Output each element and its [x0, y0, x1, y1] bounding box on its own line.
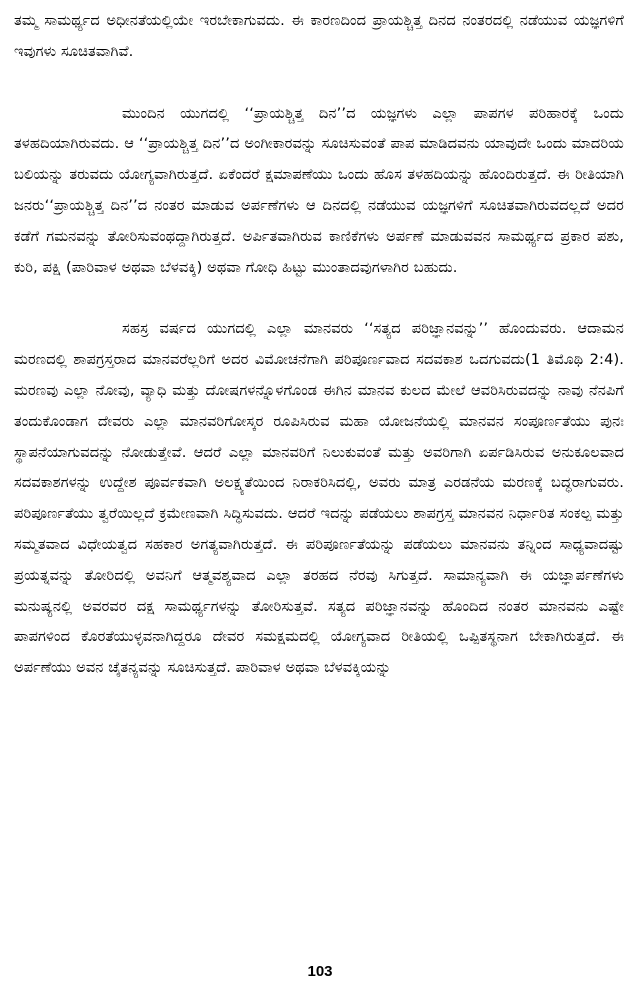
paragraph-spacer [14, 68, 624, 99]
paragraph-atonement-day: ಮುಂದಿನ ಯುಗದಲ್ಲಿ ‘‘ಪ್ರಾಯಶ್ಚಿತ್ತ ದಿನ’’ದ ಯಜ್ಞಗಳು ಎಲ್ಲಾ ಪಾಪಗಳ ಪರಿಹಾರಕ್ಕೆ ಒಂದು ತಳಹದಿಯಾಗಿರುವದು. ಆ ‘‘ಪ್ರಾಯಶ್ಚಿತ್ತ ದಿನ’’ದ ಅಂಗೀಕಾರವನ್ನು ಸೂಚಿಸುವಂತೆ ಪಾಪ ಮಾಡಿದವನು ಯಾವುದೇ ಒಂದು ಮಾದರಿಯ ಬಲಿಯನ್ನು ತರುವದು ಯೋಗ್ಯವಾಗಿರುತ್ತದೆ. ಏಕೆಂದರೆ ಕ್ಷಮಾಪಣೆಯು ಒಂದು ಹೊಸ ತಳಹದಿಯನ್ನು ಹೊಂದಿರುತ್ತದೆ. ಈ ರೀತಿಯಾಗಿ ಜನರು‘‘ಪ್ರಾಯಶ್ಚಿತ್ತ ದಿನ’’ದ ನಂತರ ಮಾಡುವ ಅರ್ಪಣೆಗಳು ಆ ದಿನದಲ್ಲಿ ನಡೆಯುವ ಯಜ್ಞಗಳಿಗೆ ಸೂಚಿತವಾಗಿರುವದಲ್ಲದೆ ಅದರ ಕಡೆಗೆ ಗಮನವನ್ನು ತೋರಿಸುವಂಥದ್ದಾಗಿರುತ್ತದೆ. ಅರ್ಪಿತವಾಗಿರುವ ಕಾಣಿಕೆಗಳು ಅರ್ಪಣೆ ಮಾಡುವವನ ಸಾಮರ್ಥ್ಯದ ಪ್ರಕಾರ ಪಶು, ಕುರಿ, ಪಕ್ಷಿ (ಪಾರಿವಾಳ ಅಥವಾ ಬೆಳವಕ್ಕಿ) ಅಥವಾ ಗೋಧಿ ಹಿಟ್ಟು ಮುಂತಾದವುಗಳಾಗಿರ ಬಹುದು. [14, 104, 624, 276]
paragraph-millennial-age: ಸಹಸ್ರ ವರ್ಷದ ಯುಗದಲ್ಲಿ ಎಲ್ಲಾ ಮಾನವರು ‘‘ಸತ್ಯದ ಪರಿಜ್ಞಾನವನ್ನು’’ ಹೊಂದುವರು. ಆದಾಮನ ಮರಣದಲ್ಲಿ ಶಾಪಗ್ರಸ್ತರಾದ ಮಾನವರೆಲ್ಲರಿಗೆ ಅದರ ವಿಮೋಚನೆಗಾಗಿ ಪರಿಪೂರ್ಣವಾದ ಸದವಕಾಶ ಒದಗುವದು(1 ತಿಮೊಥಿ 2:4). ಮರಣವು ಎಲ್ಲಾ ನೋವು, ವ್ಯಾಧಿ ಮತ್ತು ದೋಷಗಳನ್ನೊಳಗೊಂಡ ಈಗಿನ ಮಾನವ ಕುಲದ ಮೇಲೆ ಆವರಿಸಿರುವದನ್ನು ನಾವು ನೆನಪಿಗೆ ತಂದುಕೊಂಡಾಗ ದೇವರು ಎಲ್ಲಾ ಮಾನವರಿಗೋಸ್ಕರ ರೂಪಿಸಿರುವ ಮಹಾ ಯೋಜನೆಯಲ್ಲಿ ಮಾನವನ ಸಂಪೂರ್ಣತೆಯು ಪುನಃ ಸ್ಥಾಪನೆಯಾಗುವದನ್ನು ನೋಡುತ್ತೇವೆ. ಆದರೆ ಎಲ್ಲಾ ಮಾನವರಿಗೆ ನಿಲುಕುವಂತೆ ಮತ್ತು ಅವರಿಗಾಗಿ ಏರ್ಪಡಿಸಿರುವ ಅನುಕೂಲವಾದ ಸದವಕಾಶಗಳನ್ನು ಉದ್ದೇಶ ಪೂರ್ವಕವಾಗಿ ಅಲಕ್ಷ್ಯತೆಯಿಂದ ನಿರಾಕರಿಸಿದಲ್ಲಿ, ಅವರು ಮಾತ್ರ ಎರಡನೆಯ ಮರಣಕ್ಕೆ ಬದ್ಧರಾಗುವರು. ಪರಿಪೂರ್ಣತೆಯು ತ್ವರೆಯಿಲ್ಲದೆ ಕ್ರಮೇಣವಾಗಿ ಸಿದ್ಧಿಸುವದು. ಆದರೆ ಇದನ್ನು ಪಡೆಯಲು ಶಾಪಗ್ರಸ್ತ ಮಾನವನ ನಿರ್ಧಾರಿತ ಸಂಕಲ್ಪ ಮತ್ತು ಸಮ್ಮತವಾದ ವಿಧೇಯತ್ವದ ಸಹಕಾರ ಅಗತ್ಯವಾಗಿರುತ್ತದೆ. ಈ ಪರಿಪೂರ್ಣತೆಯನ್ನು ಪಡೆಯಲು ಮಾನವನು ತನ್ನಿಂದ ಸಾಧ್ಯವಾದಷ್ಟು ಪ್ರಯತ್ನವನ್ನು ತೋರಿದಲ್ಲಿ ಅವನಿಗೆ ಆತ್ಮವಶ್ಯವಾದ ಎಲ್ಲಾ ತರಹದ ನೆರವು ಸಿಗುತ್ತದೆ. ಸಾಮಾನ್ಯವಾಗಿ ಈ ಯಜ್ಞಾರ್ಪಣೆಗಳು ಮನುಷ್ಯನಲ್ಲಿ ಅವರವರ ದಕ್ಷ ಸಾಮರ್ಥ್ಯಗಳನ್ನು ತೋರಿಸುತ್ತವೆ. ಸತ್ಯದ ಪರಿಜ್ಞಾನವನ್ನು ಹೊಂದಿದ ನಂತರ ಮಾನವನು ಎಷ್ಟೇ ಪಾಪಗಳಿಂದ ಕೊರತೆಯುಳ್ಳವನಾಗಿದ್ದರೂ ದೇವರ ಸಮಕ್ಷಮದಲ್ಲಿ ಯೋಗ್ಯವಾದ ರೀತಿಯಲ್ಲಿ ಒಪ್ಪಿತಸ್ಥನಾಗ ಬೇಕಾಗಿರುತ್ತದೆ. ಈ ಅರ್ಪಣೆಯು ಅವನ ಚೈತನ್ಯವನ್ನು ಸೂಚಿಸುತ್ತದೆ. ಪಾರಿವಾಳ ಅಥವಾ ಬೆಳವಕ್ಕಿಯನ್ನು [14, 320, 624, 677]
paragraph-continuation: ತಮ್ಮ ಸಾಮರ್ಥ್ಯದ ಅಧೀನತೆಯಲ್ಲಿಯೇ ಇರಬೇಕಾಗುವದು. ಈ ಕಾರಣದಿಂದ ಪ್ರಾಯಶ್ಚಿತ್ತ ದಿನದ ನಂತರದಲ್ಲಿ ನಡೆಯುವ ಯಜ್ಞಗಳಿಗೆ ಇವುಗಳು ಸೂಚಿತವಾಗಿವೆ. [14, 12, 624, 60]
page-number: 103 [307, 963, 333, 980]
paragraph-spacer [14, 283, 624, 314]
